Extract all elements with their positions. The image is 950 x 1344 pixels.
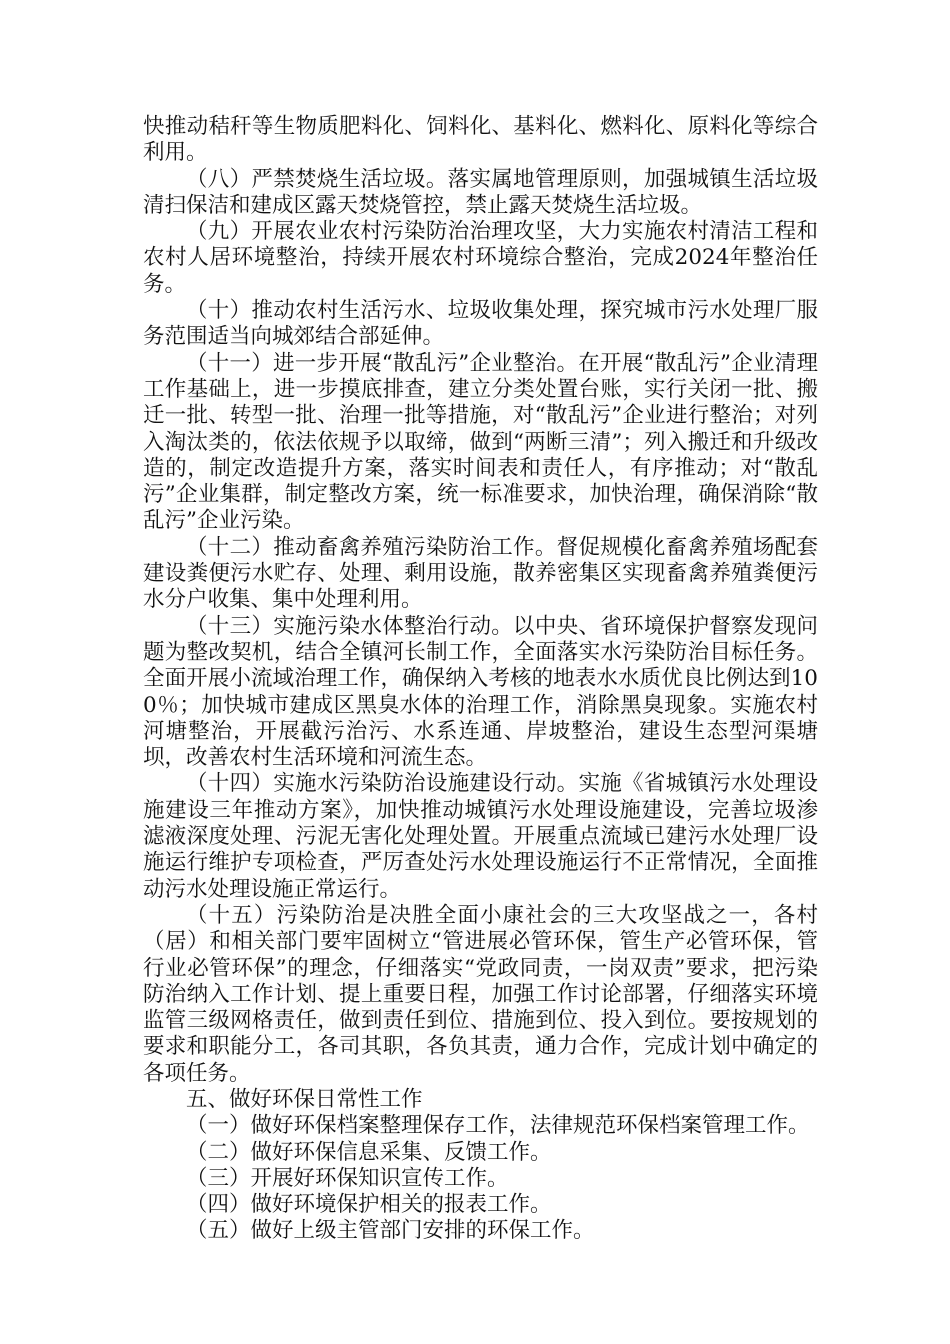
document-body: [143, 114, 818, 1245]
paragraph-subitem-5: （五）做好上级主管部门安排的环保工作。: [186, 1218, 595, 1244]
paragraph-item-15: （十五）污染防治是决胜全面小康社会的三大攻坚战之一，各村（居）和相关部门要牢固树立“管进展必管环保，管生产必管环保，管行业必管环保”的理念，仔细落实“党政同责，一岗双责”要求，把污染防治纳入工作计划、提上重要日程，加强工作讨论部署，仔细落实环境监管三级网格责任，做到责任到位、措施到位、投入到位。要按规划的要求和职能分工，各司其职，各负其责，通力合作，完成计划中确定的各项任务。: [143, 902, 818, 1086]
paragraph-item-11: （十一）进一步开展“散乱污”企业整治。在开展“散乱污”企业清理工作基础上，进一步摸底排查，建立分类处置台账，实行关闭一批、搬迁一批、转型一批、治理一批等措施，对“散乱污”企业进行整治；对列入淘汰类的，依法依规予以取缔，做到“两断三清”；列入搬迁和升级改造的，制定改造提升方案，落实时间表和责任人，有序推动；对“散乱污”企业集群，制定整改方案，统一标准要求，加快治理，确保消除“散乱污”企业污染。: [143, 350, 818, 534]
paragraph-item-9: （九）开展农业农村污染防治治理攻坚，大力实施农村清洁工程和农村人居环境整治，持续开展农村环境综合整治，完成2024年整治任务。: [143, 219, 818, 297]
paragraph-subitem-3: （三）开展好环保知识宣传工作。: [186, 1165, 509, 1191]
paragraph-item-12: （十二）推动畜禽养殖污染防治工作。督促规模化畜禽养殖场配套建设粪便污水贮存、处理、剩用设施，散养密集区实现畜禽养殖粪便污水分户收集、集中处理利用。: [143, 534, 818, 613]
paragraph-straw-utilization: 快推动秸秆等生物质肥料化、饲料化、基料化、燃料化、原料化等综合利用。: [143, 114, 818, 166]
paragraph-item-8: （八）严禁焚烧生活垃圾。落实属地管理原则，加强城镇生活垃圾清扫保洁和建成区露天焚烧管控，禁止露天焚烧生活垃圾。: [143, 166, 818, 218]
paragraph-subitem-1: （一）做好环保档案整理保存工作，法律规范环保档案管理工作。: [186, 1113, 810, 1139]
paragraph-subitem-4: （四）做好环境保护相关的报表工作。: [186, 1192, 552, 1218]
section-heading-5: 五、做好环保日常性工作: [186, 1086, 423, 1112]
paragraph-item-13: （十三）实施污染水体整治行动。以中央、省环境保护督察发现问题为整改契机，结合全镇河长制工作，全面落实水污染防治目标任务。全面开展小流域治理工作，确保纳入考核的地表水水质优良比例达到100％；加快城市建成区黑臭水体的治理工作，消除黑臭现象。实施农村河塘整治，开展截污治污、水系连通、岸坡整治，建设生态型河渠塘坝，改善农村生活环境和河流生态。: [143, 613, 818, 771]
paragraph-item-14: （十四）实施水污染防治设施建设行动。实施《省城镇污水处理设施建设三年推动方案》，加快推动城镇污水处理设施建设，完善垃圾渗滤液深度处理、污泥无害化处理处置。开展重点流域已建污水处理厂设施运行维护专项检查，严厉查处污水处理设施运行不正常情况，全面推动污水处理设施正常运行。: [143, 771, 818, 902]
paragraph-subitem-2: （二）做好环保信息采集、反馈工作。: [186, 1139, 552, 1165]
paragraph-item-10: （十）推动农村生活污水、垃圾收集处理，探究城市污水处理厂服务范围适当向城郊结合部延伸。: [143, 298, 818, 350]
